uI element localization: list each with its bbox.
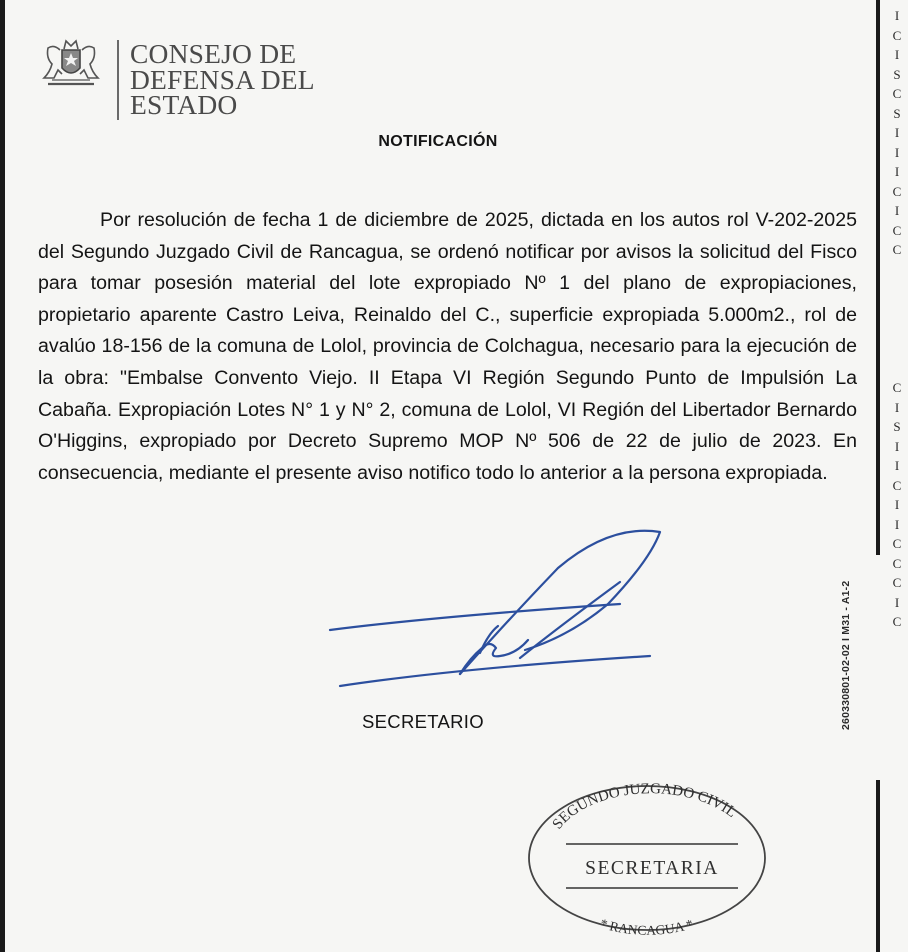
institution-name-line-3: ESTADO: [130, 89, 238, 120]
signature-title: SECRETARIO: [362, 711, 484, 732]
edge-glyph: I: [894, 594, 900, 610]
edge-glyph: I: [894, 47, 900, 62]
edge-glyph: C: [892, 242, 902, 257]
edge-glyph: I: [894, 438, 900, 454]
edge-glyph: C: [892, 555, 902, 571]
edge-glyph: I: [894, 8, 900, 23]
logo-divider: [117, 40, 119, 120]
adjacent-column-edge: [886, 0, 908, 952]
edge-glyph: I: [894, 164, 900, 179]
edge-glyph: I: [894, 125, 900, 140]
right-border-bottom: [876, 780, 880, 952]
chilean-coat-of-arms-icon: [40, 38, 102, 90]
edge-group-2: [886, 378, 908, 632]
edge-glyph: C: [892, 222, 902, 238]
court-stamp: [522, 776, 772, 936]
edge-glyph: I: [894, 144, 900, 160]
edge-glyph: C: [892, 380, 902, 395]
edge-glyph: C: [892, 27, 902, 43]
edge-glyph: C: [892, 575, 902, 590]
edge-glyph: I: [894, 497, 900, 512]
side-code: 260330801-02-02 I M31 - A1-2: [840, 580, 852, 730]
notification-body: [38, 205, 857, 489]
edge-glyph: I: [894, 458, 900, 473]
edge-glyph: C: [892, 536, 902, 551]
edge-glyph: C: [892, 86, 902, 101]
institution-name-line-1: CONSEJO DE: [130, 38, 297, 69]
edge-glyph: C: [892, 614, 902, 629]
edge-glyph: I: [894, 516, 900, 532]
edge-glyph: C: [892, 183, 902, 199]
right-border-top: [876, 0, 880, 555]
edge-glyph: S: [893, 419, 901, 434]
edge-glyph: S: [893, 66, 901, 82]
stamp-center-text: SECRETARIA: [585, 858, 719, 879]
edge-glyph: I: [894, 203, 900, 218]
stamp-top-text: SEGUNDO JUZGADO CIVIL: [549, 781, 740, 833]
stamp-bottom-text: * RANCAGUA *: [598, 915, 695, 936]
institution-name: [130, 38, 315, 120]
edge-group-1: [886, 6, 908, 260]
institution-name-line-2: DEFENSA DEL: [130, 63, 315, 95]
document-title: NOTIFICACIÓN: [378, 133, 498, 150]
edge-glyph: S: [893, 105, 901, 121]
edge-glyph: I: [894, 399, 900, 415]
edge-glyph: C: [892, 477, 902, 493]
body-paragraph: Por resolución de fecha 1 de diciembre de 2025, dictada en los autos rol V-202-2025 del Segundo Juzgado Civil de Rancagua, se ordenó notificar por avisos la solicitud del Fisco para tomar posesión material del lote expropiado Nº 1 del plano de expropiaciones, propietario aparente Castro Leiva, Reinaldo del C., superficie expropiada 5.000m2., rol de avalúo 18-156 de la comuna de Lolol, provincia de Colchagua, necesario para la ejecución de la obra: "Embalse Convento Viejo. II Etapa VI Región Segundo Punto de Impulsión La Cabaña. Expropiación Lotes N° 1 y N° 2, comuna de Lolol, VI Región del Libertador Bernardo O'Higgins, expropiado por Decreto Supremo MOP Nº 506 de 22 de julio de 2023. En consecuencia, mediante el presente aviso notifico todo lo anterior a la persona expropiada.: [38, 209, 857, 484]
handwritten-signature: [320, 508, 680, 708]
